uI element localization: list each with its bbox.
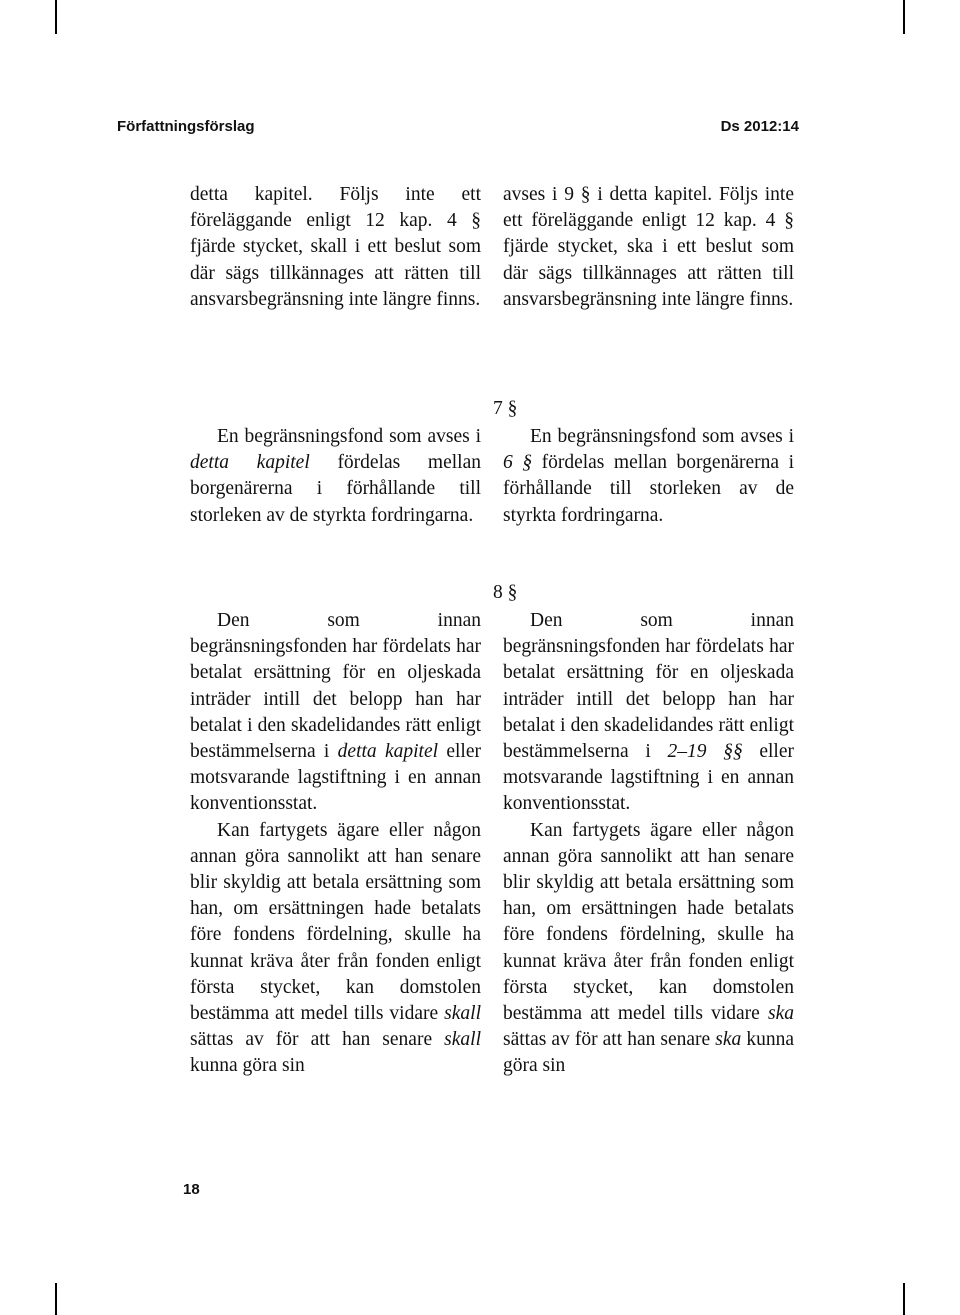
page-number: 18 xyxy=(183,1181,200,1198)
right-column xyxy=(503,182,794,313)
left-text-block-2: En begränsningsfond som avses i detta kapitel fördelas mellan borgenärerna i förhållande till storleken av de styrkta fordringarna. xyxy=(190,426,481,526)
left-column xyxy=(190,182,481,313)
left-text-block-3: Den som innan begränsningsfonden har fördelats har betalat ersättning för en oljeskada inträder intill det belopp han har betalat i den skadelidandes rätt enligt bestämmelserna i detta kapitel eller motsvarande lagstiftning i en annan konventionsstat. xyxy=(190,610,481,815)
crop-mark-bottom-left xyxy=(55,1283,57,1315)
right-text-block-1: avses i 9 § i detta kapitel. Följs inte ett föreläggande enligt 12 kap. 4 § fjärde stycket, ska i ett beslut som där sägs tillkännages att rätten till ansvarsbegränsning inte längre finns. xyxy=(503,184,794,310)
right-text-block-2: En begränsningsfond som avses i 6 § fördelas mellan borgenärerna i förhållande till storleken av de styrkta fordringarna. xyxy=(503,426,794,526)
left-column-payment-paragraph xyxy=(190,608,481,1080)
section-8-heading: 8 § xyxy=(493,582,518,603)
left-column-fund-paragraph xyxy=(190,424,481,529)
left-text-block-4: Kan fartygets ägare eller någon annan göra sannolikt att han senare blir skyldig att betala ersättning som han, om ersättningen hade betalats före fondens fördelning, skulle ha kunnat kräva åter från fonden enligt första stycket, kan domstolen bestämma att medel tills vidare skall sättas av för att han senare skall kunna göra sin xyxy=(190,819,481,1077)
right-column-fund-paragraph xyxy=(503,424,794,529)
right-column-payment-paragraph xyxy=(503,608,794,1080)
running-header-right: Ds 2012:14 xyxy=(720,118,799,135)
left-text-block-1: detta kapitel. Följs inte ett föreläggande enligt 12 kap. 4 § fjärde stycket, skall i ett beslut som där sägs tillkännages att rätten till ansvarsbegränsning inte längre finns. xyxy=(190,184,481,310)
crop-mark-top-right xyxy=(903,0,905,34)
right-text-block-4: Kan fartygets ägare eller någon annan göra sannolikt att han senare blir skyldig att betala ersättning som han, om ersättningen hade betalats före fondens fördelning, skulle ha kunnat kräva åter från fonden enligt första stycket, kan domstolen bestämma att medel tills vidare ska sättas av för att han senare ska kunna göra sin xyxy=(503,819,794,1077)
running-header-left: Författningsförslag xyxy=(117,118,255,135)
right-text-block-3: Den som innan begränsningsfonden har fördelats har betalat ersättning för en oljeskada inträder intill det belopp han har betalat i den skadelidandes rätt enligt bestämmelserna i 2–19 §§ eller motsvarande lagstiftning i en annan konventionsstat. xyxy=(503,610,794,815)
crop-mark-top-left xyxy=(55,0,57,34)
section-7-heading: 7 § xyxy=(493,398,518,419)
crop-mark-bottom-right xyxy=(903,1283,905,1315)
